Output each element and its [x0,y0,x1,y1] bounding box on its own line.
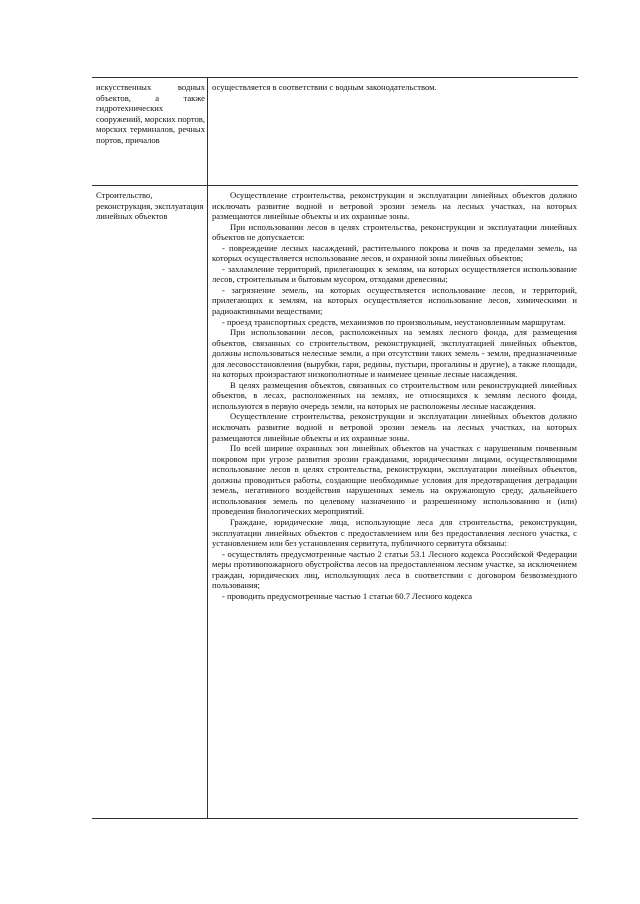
table-top-border [92,77,578,78]
paragraph: По всей ширине охранных зон линейных объектов на участках с нарушенным почвенным покровом при угрозе развития эрозии гражданами, юридическими лицами, осуществляющими использование лесов в целях строительства, реконструкции, эксплуатации линейных объектов, должны проводиться работы, создающие необходимые условия для предотвращения деградации земель, негативного воздействия нарушенных земель на окружающую среду, дальнейшего использования земель по целевому назначению и разрешенному использованию и (или) проведения биологических мероприятий. [212,443,577,517]
list-item: - захламление территорий, прилегающих к землям, на которых осуществляется использование лесов, строительным и бытовым мусором, отходами древесины; [212,263,577,285]
row2-left-cell: Строительство, реконструкция, эксплуатация линейных объектов [96,190,204,222]
list-item: - повреждение лесных насаждений, растительного покрова и почв за пределами земель, на которых осуществляется использование лесов, и охранной зоны линейных объектов; [212,242,577,264]
paragraph: Осуществление строительства, реконструкции и эксплуатации линейных объектов должно исключать развитие водной и ветровой эрозии земель на лесных участках, на которых размещаются линейные объекты и их охранные зоны. [212,190,577,222]
paragraph: При использовании лесов в целях строительства, реконструкции и эксплуатации линейных объектов не допускается: [212,221,577,243]
list-item: - проводить предусмотренные частью 1 статьи 60.7 Лесного кодекса [222,590,473,601]
paragraph: При использовании лесов, расположенных на землях лесного фонда, для размещения объектов, связанных со строительством, реконструкцией, эксплуатацией линейных объектов, должны использоваться нелесные земли, а при отсутствии таких земель - земли, предназначенные для лесовосстановления (вырубки, гари, редины, пустыри, прогалины и другие), а также площади, на которых произрастают низкополнотные и наименее ценные лесные насаждения. [212,327,577,380]
paragraph: Осуществление строительства, реконструкции и эксплуатации линейных объектов должно исключать развитие водной и ветровой эрозии земель на лесных участках, на которых размещаются линейные объекты и их охранные зоны. [212,411,577,443]
list-item: - осуществлять предусмотренные частью 2 статьи 53.1 Лесного кодекса Российской Федерации меры противопожарного обустройства лесов на предоставленном лесном участке, за исключением граждан, юридических лиц, использующих леса в соответствии с договором безвозмездного пользования; [212,548,577,591]
list-item: - загрязнение земель, на которых осуществляется использование лесов, и территорий, прилегающих к землям, на которых осуществляется использование лесов, химическими и радиоактивными веществами; [212,284,577,317]
paragraph: осуществляется в соответствии с водным законодательством. [212,82,437,92]
row-separator [92,185,578,186]
column-divider [207,77,208,819]
row1-left-cell: искусственных водных объектов, а также гидротехнических сооружений, морских портов, морских терминалов, речных портов, причалов [96,82,205,145]
list-item: - проезд транспортных средств, механизмов по произвольным, неустановленным маршрутам. [222,316,566,327]
paragraph: В целях размещения объектов, связанных со строительством или реконструкцией линейных объектов, в лесах, расположенных на землях, не относящихся к землям лесного фонда, используются в первую очередь земли, на которых не расположены лесные насаждения. [212,379,577,411]
table-bottom-border [92,818,578,819]
row2-right-cell [212,190,577,601]
paragraph: Граждане, юридические лица, использующие леса для строительства, реконструкции, эксплуатации линейных объектов с предоставлением или без предоставления лесного участка, с установлением или без установления сервитута, публичного сервитута обязаны: [212,516,577,549]
row1-right-cell [212,82,577,93]
